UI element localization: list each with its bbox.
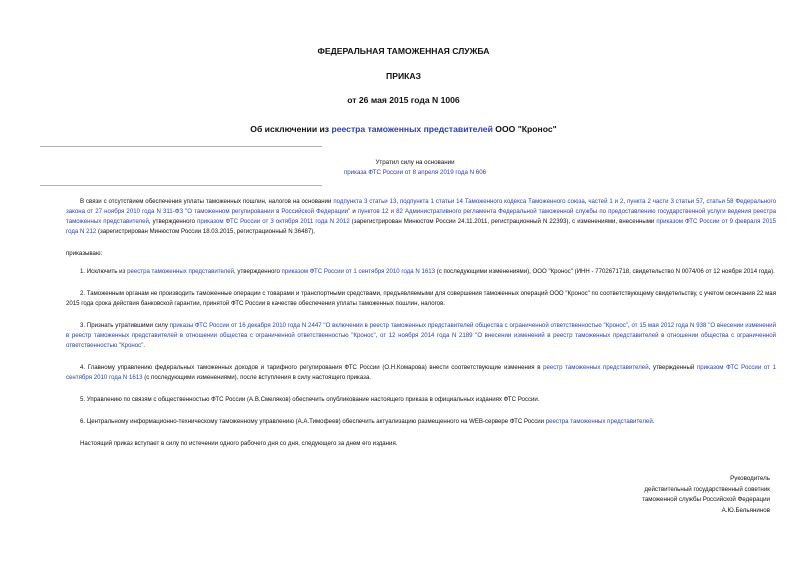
- agency-title: ФЕДЕРАЛЬНАЯ ТАМОЖЕННАЯ СЛУЖБА: [317, 46, 490, 56]
- item-6: 6. Центральному информационно-техническому таможенному управлению (А.А.Тимофеев) обеспечить актуализацию размещенного на WEB-сервере ФТС России реестра таможенных представителей.: [80, 418, 655, 425]
- preamble-paragraph: В связи с отсутствием обеспечения уплаты таможенных пошлин, налогов на основании подпункта 3 статьи 13, подпункта 1 статьи 14 Таможенного кодекса Таможенного союза, частей 1 и 2, пункта 2 части 3 статьи 57, статьи 58 Федерального закона от 27 ноября 2010 года N 311-ФЗ "О таможенном регулировании в Российской Федерации" и пунктов 12 и 82 Административного регламента Федеральной таможенной службы по предоставлению государственной услуги ведения реестра таможенных представителей, утвержденного приказом ФТС России от 3 октября 2011 года N 2012 (зарегистрирован Минюстом России 24.11.2011, регистрационный N 22393), с изменениями, внесенными приказом ФТС России от 9 февраля 2015 года N 212 (зарегистрирован Минюстом России 18.03.2015, регистрационный N 36487),: [66, 198, 777, 235]
- status-note-text: Утратил силу на основании: [375, 159, 455, 166]
- order-body: [66, 197, 776, 449]
- item-3: 3. Признать утратившими силу приказы ФТС России от 16 декабря 2010 года N 2447 "О включении в реестр таможенных представителей общества с ограниченной ответственностью "Кронос", от 15 мая 2012 года N 938 "О внесении изменений в реестр таможенных представителей в отношении общества с ограниченной ответственностью "Кронос", от 12 ноября 2014 года N 2189 "О внесении изменений в реестр таможенных представителей в отношении общества с ограниченной ответственностью "Кронос".: [66, 322, 777, 349]
- link-311-fz[interactable]: статьи 58 Федерального закона от 27 ноября 2010 года N 311-ФЗ "О таможенном регулировании в Российской Федерации": [66, 198, 777, 215]
- item-1-registry-link[interactable]: реестра таможенных представителей: [127, 268, 235, 275]
- link-regulation[interactable]: пунктов 12 и 82 Административного регламента Федеральной таможенной службы по предоставлению государственной услуги ведения реестра таможенных представителей: [66, 208, 777, 225]
- repeal-order-link[interactable]: приказа ФТС России от 8 апреля 2019 года N 606: [343, 169, 487, 176]
- item-2: 2. Таможенным органам не производить таможенные операции с товарами и транспортными средствами, предъявляемыми для совершения таможенных операций ООО "Кронос" по соответствующему свидетельству, с учетом окончания 22 мая 2015 года срока действия банковской гарантии, принятой ФТС России в качестве обеспечения уплаты таможенных пошлин, налогов.: [66, 290, 776, 307]
- status-note: [300, 158, 530, 178]
- signature-position: Руководитель: [730, 475, 770, 482]
- doc-date-number: от 26 мая 2015 года N 1006: [347, 95, 460, 105]
- registry-link[interactable]: реестра таможенных представителей: [331, 124, 493, 134]
- signature-block: [600, 474, 770, 516]
- link-order-2012[interactable]: приказом ФТС России от 3 октября 2011 года N 2012: [197, 218, 350, 225]
- item-3-order-2447-link[interactable]: приказы ФТС России от 16 декабря 2010 года N 2447 "О включении в реестр таможенных представителей общества с ограниченной ответственностью "Кронос": [169, 322, 628, 329]
- order-word: приказываю:: [66, 250, 103, 257]
- signature-rank-cont: таможенной службы Российской Федерации: [642, 496, 770, 504]
- link-art-57[interactable]: пункта 2 части 3 статьи 57: [627, 198, 703, 205]
- doc-type-title: ПРИКАЗ: [386, 71, 421, 81]
- divider-bottom: [40, 185, 322, 186]
- item-1-order-1613-link[interactable]: приказом ФТС России от 1 сентября 2010 года N 1613: [281, 268, 436, 275]
- item-5: 5. Управлению по связям с общественностью ФТС России (А.В.Смеляков) обеспечить опубликование настоящего приказа в официальных изданиях ФТС России.: [80, 396, 540, 403]
- link-tks-13[interactable]: подпункта 3 статьи 13: [333, 198, 397, 205]
- item-1: 1. Исключить из реестра таможенных представителей, утвержденного приказом ФТС России от 1 сентября 2010 года N 1613 (с последующими изменениями), ООО "Кронос" (ИНН - 7702671718, свидетельство N 0074/06 от 12 ноября 2014 года).: [80, 268, 775, 275]
- signature-rank: действительный государственный советник: [644, 485, 770, 493]
- item-3-order-2189-link[interactable]: от 12 ноября 2014 года N 2189 "О внесении изменений в реестр таможенных представителей в отношении общества с ограниченной ответственностью "Кронос": [66, 332, 777, 349]
- item-7: Настоящий приказ вступает в силу по истечении одного рабочего дня со дня, следующего за днем его издания.: [80, 440, 398, 447]
- divider-top: [40, 146, 322, 147]
- item-4-order-1613-link[interactable]: приказом ФТС России от 1 сентября 2010 года N 1613: [66, 364, 776, 381]
- link-parts-1-2[interactable]: частей 1 и 2: [588, 198, 624, 205]
- item-3-order-938-link[interactable]: от 15 мая 2012 года N 938 "О внесении изменений в реестр таможенных представителей в отношении общества с ограниченной ответственностью "Кронос": [66, 322, 776, 339]
- signature-name: А.Ю.Бельянинов: [721, 506, 770, 514]
- item-6-registry-link[interactable]: реестра таможенных представителей: [545, 418, 653, 425]
- item-4: 4. Главному управлению федеральных таможенных доходов и тарифного регулирования ФТС России (О.Н.Комарова) внести соответствующие изменения в реестр таможенных представителей, утвержденный приказом ФТС России от 1 сентября 2010 года N 1613 (с последующими изменениями), после вступления в силу настоящего приказа.: [66, 364, 776, 381]
- order-subject: Об исключении из реестра таможенных представителей ООО "Кронос": [250, 124, 557, 134]
- item-4-registry-link[interactable]: реестр таможенных представителей: [543, 364, 649, 371]
- link-order-212[interactable]: приказом ФТС России от 9 февраля 2015 года N 212: [66, 218, 776, 235]
- link-tks-14[interactable]: подпункта 1 статьи 14 Таможенного кодекса Таможенного союза: [399, 198, 585, 205]
